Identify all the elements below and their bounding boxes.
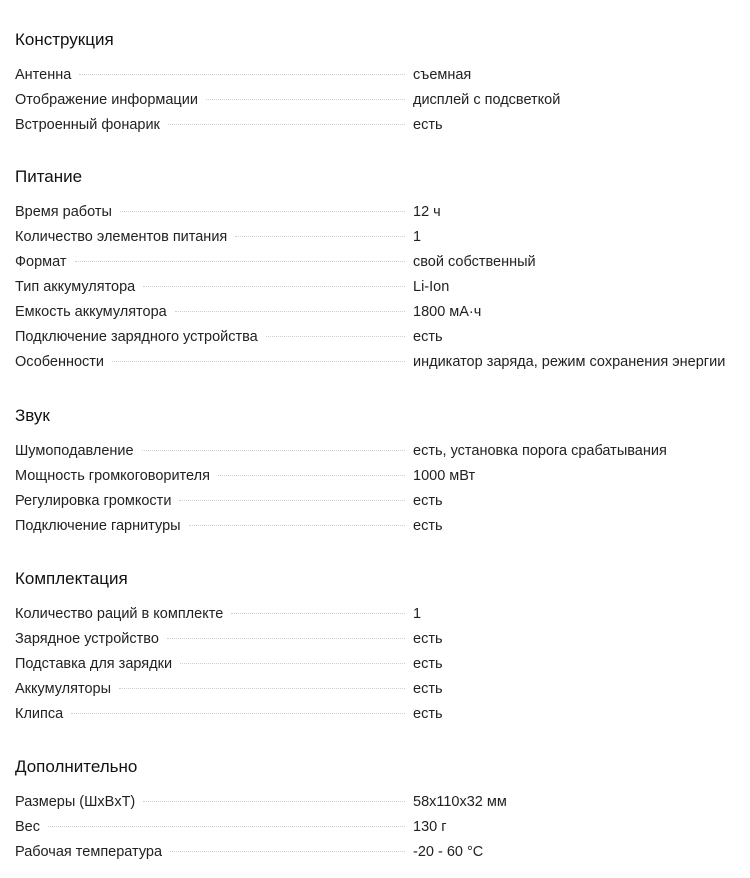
spec-row: [15, 200, 750, 225]
spec-value: 1800 мА·ч: [413, 304, 482, 320]
spec-row: [15, 63, 750, 88]
spec-label: Антенна: [15, 67, 72, 83]
spec-label-cell: [15, 63, 413, 88]
spec-label-cell: [15, 627, 413, 652]
spec-row: [15, 250, 750, 275]
spec-label: Подключение гарнитуры: [15, 518, 181, 534]
spec-label-cell: [15, 489, 413, 514]
spec-label: Встроенный фонарик: [15, 117, 160, 133]
dotted-leader: [218, 474, 405, 476]
spec-value: 1: [413, 606, 422, 622]
spec-label-cell: [15, 113, 413, 138]
dotted-leader: [142, 449, 405, 451]
spec-row: [15, 225, 750, 250]
dotted-leader: [79, 73, 405, 75]
spec-value: есть: [413, 518, 443, 534]
spec-value: есть: [413, 706, 443, 722]
spec-value: свой собственный: [413, 254, 536, 270]
spec-label: Размеры (ШxВxТ): [15, 794, 136, 810]
spec-row: [15, 113, 750, 138]
spec-row: [15, 88, 750, 113]
dotted-leader: [71, 712, 405, 714]
section-title: Конструкция: [15, 30, 114, 49]
spec-label-cell: [15, 790, 413, 815]
spec-label-cell: [15, 88, 413, 113]
dotted-leader: [189, 524, 405, 526]
spec-row: [15, 790, 750, 815]
dotted-leader: [143, 800, 405, 802]
spec-row: [15, 489, 750, 514]
spec-value: есть: [413, 656, 443, 672]
spec-value: 1: [413, 229, 422, 245]
spec-value: дисплей с подсветкой: [413, 92, 561, 108]
spec-row: [15, 677, 750, 702]
spec-label: Емкость аккумулятора: [15, 304, 167, 320]
dotted-leader: [235, 235, 405, 237]
spec-label: Подставка для зарядки: [15, 656, 173, 672]
spec-label-cell: [15, 250, 413, 275]
spec-label-cell: [15, 200, 413, 225]
spec-value: -20 - 60 °C: [413, 844, 484, 860]
dotted-leader: [231, 612, 405, 614]
spec-row: [15, 514, 750, 539]
spec-label-cell: [15, 439, 413, 464]
spec-section: [15, 29, 750, 138]
spec-label-cell: [15, 275, 413, 300]
spec-label: Шумоподавление: [15, 443, 134, 459]
spec-row: [15, 325, 750, 350]
section-title: Питание: [15, 167, 83, 186]
spec-row: [15, 439, 750, 464]
spec-label: Особенности: [15, 354, 105, 370]
spec-row: [15, 652, 750, 677]
spec-row: [15, 840, 750, 865]
dotted-leader: [167, 637, 405, 639]
spec-label: Зарядное устройство: [15, 631, 159, 647]
spec-row: [15, 815, 750, 840]
spec-label: Тип аккумулятора: [15, 279, 136, 295]
dotted-leader: [175, 310, 405, 312]
spec-label: Регулировка громкости: [15, 493, 172, 509]
spec-value: съемная: [413, 67, 472, 83]
spec-label: Клипса: [15, 706, 64, 722]
spec-label: Количество элементов питания: [15, 229, 228, 245]
section-title: Звук: [15, 406, 50, 425]
spec-rows: [15, 790, 750, 865]
spec-label: Вес: [15, 819, 40, 835]
spec-section: [15, 405, 750, 539]
spec-value: есть: [413, 117, 443, 133]
spec-value: 12 ч: [413, 204, 441, 220]
spec-label-cell: [15, 652, 413, 677]
spec-label: Рабочая температура: [15, 844, 163, 860]
spec-label-cell: [15, 677, 413, 702]
dotted-leader: [112, 360, 405, 362]
spec-label: Формат: [15, 254, 67, 270]
dotted-leader: [180, 662, 405, 664]
spec-label-cell: [15, 602, 413, 627]
spec-value: есть, установка порога срабатывания: [413, 443, 667, 459]
dotted-leader: [120, 210, 405, 212]
spec-label-cell: [15, 815, 413, 840]
spec-row: [15, 702, 750, 727]
spec-section: [15, 568, 750, 727]
spec-label: Подключение зарядного устройства: [15, 329, 258, 345]
spec-row: [15, 464, 750, 489]
dotted-leader: [75, 260, 405, 262]
spec-section: [15, 166, 750, 375]
spec-row: [15, 350, 750, 375]
spec-value: есть: [413, 681, 443, 697]
spec-row: [15, 602, 750, 627]
spec-row: [15, 627, 750, 652]
spec-row: [15, 300, 750, 325]
spec-label-cell: [15, 325, 413, 350]
spec-label-cell: [15, 702, 413, 727]
section-title: Дополнительно: [15, 757, 138, 776]
spec-rows: [15, 439, 750, 539]
spec-label-cell: [15, 300, 413, 325]
dotted-leader: [266, 335, 405, 337]
spec-value: 130 г: [413, 819, 447, 835]
dotted-leader: [119, 687, 405, 689]
dotted-leader: [168, 123, 405, 125]
dotted-leader: [179, 499, 405, 501]
spec-label-cell: [15, 464, 413, 489]
dotted-leader: [48, 825, 405, 827]
dotted-leader: [170, 850, 405, 852]
spec-label-cell: [15, 514, 413, 539]
dotted-leader: [143, 285, 405, 287]
dotted-leader: [206, 98, 405, 100]
spec-value: есть: [413, 631, 443, 647]
spec-rows: [15, 63, 750, 138]
spec-value: 1000 мВт: [413, 468, 476, 484]
spec-value: есть: [413, 329, 443, 345]
spec-value: 58x110x32 мм: [413, 794, 507, 810]
spec-rows: [15, 602, 750, 727]
section-title: Комплектация: [15, 569, 128, 588]
spec-rows: [15, 200, 750, 375]
spec-value: есть: [413, 493, 443, 509]
spec-label: Количество раций в комплекте: [15, 606, 224, 622]
spec-label-cell: [15, 225, 413, 250]
spec-value: индикатор заряда, режим сохранения энергии: [413, 354, 726, 370]
spec-section: [15, 756, 750, 865]
spec-label: Время работы: [15, 204, 112, 220]
spec-label: Аккумуляторы: [15, 681, 112, 697]
spec-label-cell: [15, 840, 413, 865]
spec-label: Отображение информации: [15, 92, 198, 108]
spec-label-cell: [15, 350, 413, 375]
spec-label: Мощность громкоговорителя: [15, 468, 210, 484]
spec-row: [15, 275, 750, 300]
spec-value: Li-Ion: [413, 279, 450, 295]
